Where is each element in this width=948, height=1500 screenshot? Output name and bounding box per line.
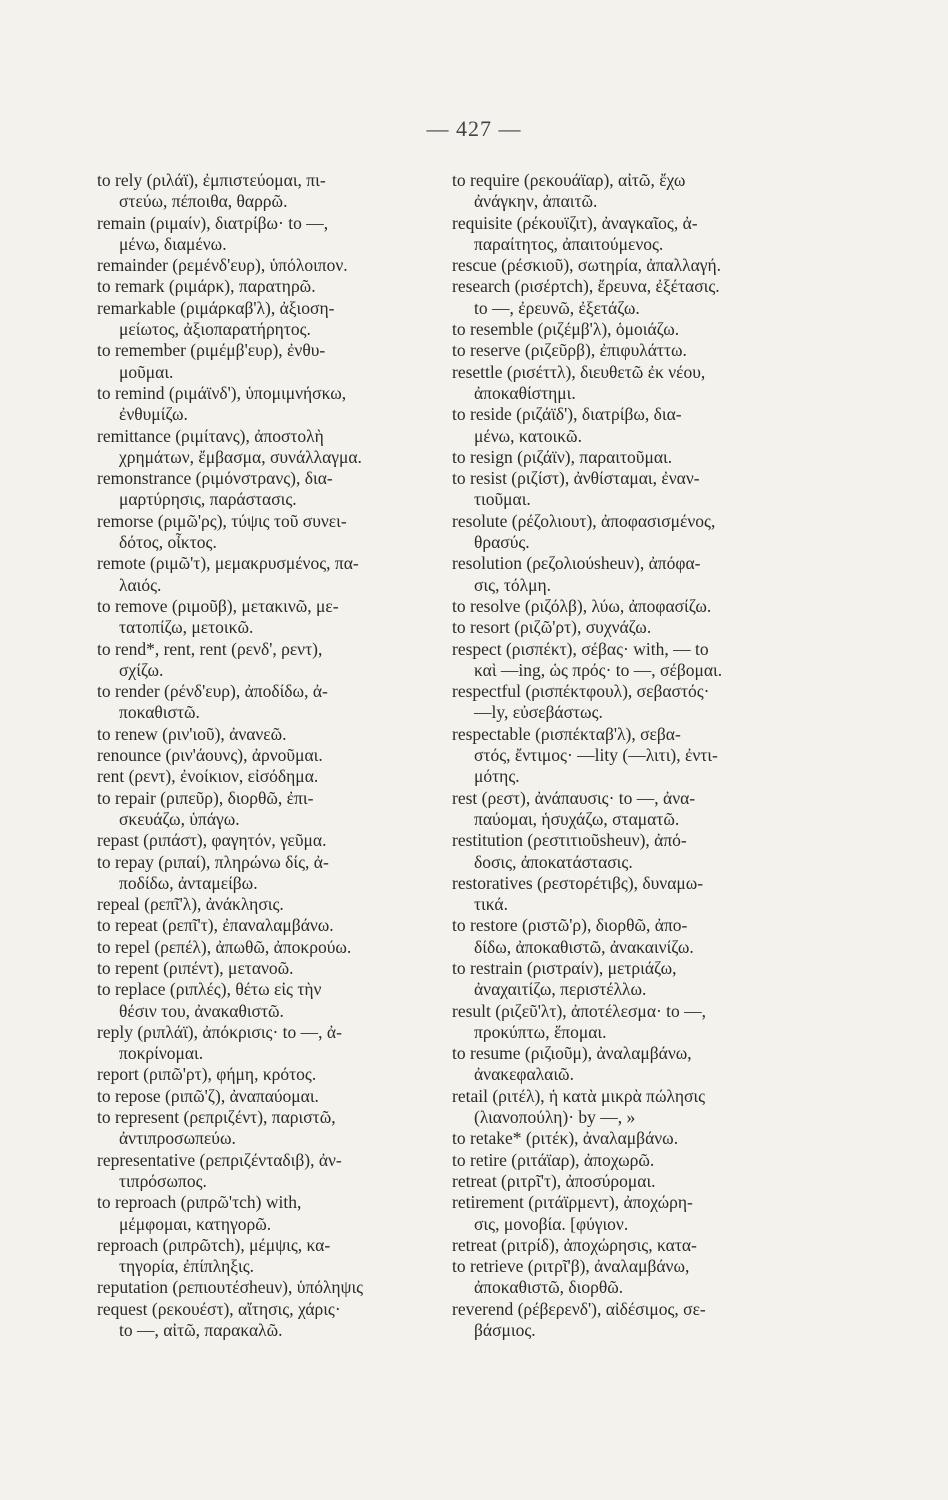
dictionary-entry [452,1171,797,1192]
entry-headline: to resemble (ριζέμβ'λ), ὁμοιάζω. [452,319,680,340]
dictionary-entry [452,639,797,682]
entry-continuation: στός, ἔντιμος· —lity (—λιτι), ἐντι- [474,745,718,766]
dictionary-entry [452,1256,797,1299]
entry-headline: representative (ρεπριζένταδιβ), ἀν- [97,1149,342,1170]
entry-continuation: τατοπίζω, μετοικῶ. [119,617,254,638]
entry-continuation: παραίτητος, ἀπαιτούμενος. [474,233,664,254]
right-column [452,170,797,1341]
left-column [97,170,442,1341]
dictionary-entry [452,830,797,873]
entry-headline: retreat (ριτρίδ), ἀποχώρησις, κατα- [452,1234,697,1255]
entry-continuation: μένω, κατοικῶ. [474,425,582,446]
dictionary-entry [97,511,442,554]
entry-continuation: σις, τόλμη. [474,574,551,595]
dictionary-entry [97,468,442,511]
entry-headline: to rely (ριλάϊ), ἐμπιστεύομαι, πι- [97,170,326,190]
entry-headline: rescue (ρέσκιοῦ), σωτηρία, ἀπαλλαγή. [452,255,721,276]
entry-continuation: θέσιν του, ἀνακαθιστῶ. [119,1000,284,1021]
dictionary-entry [452,617,797,638]
entry-continuation: προκύπτω, ἕπομαι. [474,1021,607,1042]
dictionary-entry [452,213,797,256]
entry-headline: to render (ρένδ'ευρ), ἀποδίδω, ἀ- [97,681,328,702]
entry-continuation: to —, αἰτῶ, παρακαλῶ. [119,1320,283,1341]
entry-continuation: μότης. [474,766,520,787]
entry-headline: result (ριζεῦ'λτ), ἀποτέλεσμα· to —, [452,1000,707,1021]
entry-headline: restoratives (ρεστορέτιβς), δυναμω- [452,872,704,893]
entry-headline: to renew (ριν'ιοῦ), ἀνανεῶ. [97,723,287,744]
entry-headline: to restore (ριστῶ'ρ), διορθῶ, ἀπο- [452,915,688,936]
entry-headline: to resist (ριζίστ), ἀνθίσταμαι, ἐναν- [452,468,700,489]
dictionary-entry [97,1022,442,1065]
entry-headline: retreat (ριτρῖ'τ), ἀποσύρομαι. [452,1170,656,1191]
dictionary-entry [97,915,442,936]
entry-headline: remittance (ριμίτανς), ἀποστολὴ [97,425,324,446]
entry-headline: to resume (ριζιοῦμ), ἀναλαμβάνω, [452,1043,692,1064]
dictionary-entry [452,468,797,511]
dictionary-entry [97,852,442,895]
dictionary-entry [452,255,797,276]
entry-headline: to represent (ρεπριζέντ), παριστῶ, [97,1107,336,1128]
entry-headline: to remind (ριμάϊνδ'), ὑπομιμνήσκω, [97,382,347,403]
entry-continuation: μαρτύρησις, παράστασις. [119,489,297,510]
entry-headline: remote (ριμῶ'τ), μεμακρυσμένος, πα- [97,553,359,574]
entry-headline: restitution (ρεστιτιοῦsheuν), ἀπό- [452,830,687,851]
dictionary-entry [97,1192,442,1235]
dictionary-entry [452,1192,797,1235]
entry-continuation: μέμφομαι, κατηγορῶ. [119,1213,272,1234]
entry-continuation: μείωτος, ἀξιοπαρατήρητος. [119,319,311,340]
dictionary-entry [452,1001,797,1044]
dictionary-entry [97,1235,442,1278]
entry-continuation: βάσμιος. [474,1320,536,1341]
entry-continuation: ἀποκαθίστημι. [474,382,576,403]
entry-headline: reputation (ρεπιουτέσheuν), ὑπόληψις [97,1277,364,1298]
dictionary-entry [97,766,442,787]
dictionary-entry [452,915,797,958]
entry-continuation: ἀποκαθιστῶ, διορθῶ. [474,1277,624,1298]
entry-headline: remorse (ριμῶ'ρς), τύψις τοῦ συνει- [97,510,347,531]
dictionary-entry [452,340,797,361]
entry-continuation: καὶ —ing, ὡς πρός· to —, σέβομαι. [474,659,723,680]
entry-headline: reverend (ρέβερενδ'), αἰδέσιμος, σε- [452,1298,706,1319]
entry-headline: resettle (ρισέττλ), διευθετῶ ἐκ νέου, [452,361,706,382]
entry-headline: to retire (ριτάϊαρ), ἀποχωρῶ. [452,1149,655,1170]
entry-headline: respectful (ρισπέκτφουλ), σεβαστός· [452,681,710,702]
entry-continuation: ἀνάγκην, ἀπαιτῶ. [474,191,598,212]
dictionary-entry [97,1299,442,1342]
entry-continuation: ἐνθυμίζω. [119,404,188,425]
entry-continuation: ποδίδω, ἀνταμείβω. [119,872,258,893]
dictionary-entry [452,596,797,617]
entry-headline: remarkable (ριμάρκαβ'λ), ἀξιοση- [97,297,335,318]
entry-headline: rent (ρεντ), ἐνοίκιον, εἰσόδημα. [97,766,319,787]
dictionary-entry [97,426,442,469]
dictionary-entry [97,745,442,766]
entry-continuation: μοῦμαι. [119,361,174,382]
dictionary-entry [452,1299,797,1342]
entry-headline: to repel (ρεπέλ), ἀπωθῶ, ἀποκρούω. [97,936,352,957]
dictionary-entry [97,255,442,276]
entry-headline: research (ρισέρτch), ἔρευνα, ἐξέτασις. [452,276,720,297]
entry-headline: to remove (ριμοῦβ), μετακινῶ, με- [97,595,339,616]
entry-headline: to resolve (ριζόλβ), λύω, ἀποφασίζω. [452,595,712,616]
entry-headline: to reside (ριζάϊδ'), διατρίβω, δια- [452,404,682,425]
dictionary-entry [97,681,442,724]
dictionary-entry [452,319,797,340]
dictionary-entry [452,1150,797,1171]
entry-headline: remain (ριμαίν), διατρίβω· to —, [97,212,329,233]
dictionary-entry [97,1150,442,1193]
dictionary-entry [452,447,797,468]
dictionary-entry [97,724,442,745]
entry-headline: repeal (ρεπῖ'λ), ἀνάκλησις. [97,894,284,915]
entry-headline: to remember (ριμέμβ'ευρ), ἐνθυ- [97,340,326,361]
dictionary-entry [97,1064,442,1085]
entry-headline: remainder (ρεμένδ'ευρ), ὑπόλοιπον. [97,255,348,276]
entry-headline: request (ρεκουέστ), αἴτησις, χάρις· [97,1298,341,1319]
entry-continuation: χρημάτων, ἔμβασμα, συνάλλαγμα. [119,446,362,467]
entry-headline: retirement (ριτάϊρμεντ), ἀποχώρη- [452,1192,693,1213]
page-number: — 427 — [426,116,522,141]
entry-headline: retail (ριτέλ), ἡ κατὰ μικρὰ πώλησις [452,1085,706,1106]
entry-continuation: ποκαθιστῶ. [119,702,200,723]
entry-continuation: ἀναχαιτίζω, περιστέλλω. [474,979,647,1000]
entry-headline: to replace (ριπλές), θέτω εἰς τὴν [97,979,322,1000]
entry-continuation: τηγορία, ἐπίπληξις. [119,1256,255,1277]
dictionary-entry [452,511,797,554]
dictionary-entry [452,958,797,1001]
entry-headline: to repose (ριπῶ'ζ), ἀναπαύομαι. [97,1085,319,1106]
entry-continuation: μένω, διαμένω. [119,233,227,254]
dictionary-entry [97,213,442,256]
entry-continuation: σκευάζω, ὑπάγω. [119,808,240,829]
dictionary-entry [97,340,442,383]
dictionary-entry [452,681,797,724]
entry-headline: to rend*, rent, rent (ρενδ', ρεντ), [97,638,323,659]
entry-continuation: τικά. [474,894,508,915]
dictionary-entry [452,362,797,405]
entry-continuation: σις, μονοβία. [φύγιον. [474,1213,629,1234]
dictionary-entry [97,1086,442,1107]
entry-headline: requisite (ρέκουϊζιτ), ἀναγκαῖος, ἀ- [452,212,698,233]
dictionary-entry [97,1277,442,1298]
entry-headline: to restrain (ριστραίν), μετριάζω, [452,957,677,978]
entry-headline: remonstrance (ριμόνστρανς), δια- [97,468,333,489]
entry-continuation: δότος, οἶκτος. [119,532,217,553]
entry-headline: to resign (ριζάϊν), παραιτοῦμαι. [452,446,673,467]
entry-headline: rest (ρεστ), ἀνάπαυσις· to —, ἀνα- [452,787,696,808]
dictionary-entry [452,1235,797,1256]
entry-continuation: σχίζω. [119,659,164,680]
entry-headline: to repair (ριπεῦρ), διορθῶ, ἐπι- [97,787,314,808]
entry-continuation: ποκρίνομαι. [119,1043,204,1064]
entry-continuation: παύομαι, ἡσυχάζω, σταματῶ. [474,808,680,829]
entry-headline: report (ριπῶ'ρτ), φήμη, κρότος. [97,1064,317,1085]
entry-headline: respect (ρισπέκτ), σέβας· with, — to [452,638,709,659]
entry-headline: resolution (ρεζολιούsheuν), ἀπόφα- [452,553,701,574]
dictionary-entry [452,170,797,213]
dictionary-entry [452,1086,797,1129]
entry-headline: to repay (ριπαί), πληρώνω δίς, ἀ- [97,851,329,872]
dictionary-entry [97,830,442,851]
entry-continuation: τιοῦμαι. [474,489,531,510]
entry-headline: to remark (ριμάρκ), παρατηρῶ. [97,276,316,297]
dictionary-entry [97,553,442,596]
dictionary-entry [452,724,797,788]
dictionary-entry [97,298,442,341]
entry-continuation: δίδω, ἀποκαθιστῶ, ἀνακαινίζω. [474,936,694,957]
entry-headline: to repeat (ρεπῖ'τ), ἐπαναλαμβάνω. [97,915,334,936]
dictionary-entry [97,276,442,297]
entry-continuation: λαιός. [119,574,162,595]
entry-headline: repast (ριπάστ), φαγητόν, γεῦμα. [97,830,327,851]
entry-headline: to resort (ριζῶ'ρτ), συχνάζω. [452,617,652,638]
dictionary-entry [97,639,442,682]
entry-headline: to retrieve (ριτρῖ'β), ἀναλαμβάνω, [452,1256,690,1277]
dictionary-entry [97,1107,442,1150]
dictionary-entry [452,873,797,916]
entry-continuation: ἀντιπροσωπεύω. [119,1128,236,1149]
entry-headline: to reproach (ριπρῶ'τch) with, [97,1192,302,1213]
dictionary-entry [97,894,442,915]
dictionary-entry [97,788,442,831]
dictionary-entry [452,276,797,319]
entry-headline: resolute (ρέζολιουτ), ἀποφασισμένος, [452,510,716,531]
dictionary-entry [97,937,442,958]
entry-continuation: θρασύς. [474,532,530,553]
dictionary-entry [452,404,797,447]
dictionary-entry [97,979,442,1022]
entry-headline: respectable (ρισπέκταβ'λ), σεβα- [452,723,681,744]
entry-headline: to require (ρεκουάϊαρ), αἰτῶ, ἔχω [452,170,686,190]
dictionary-entry [97,383,442,426]
entry-continuation: στεύω, πέποιθα, θαρρῶ. [119,191,288,212]
dictionary-entry [452,553,797,596]
dictionary-entry [97,170,442,213]
dictionary-entry [452,1128,797,1149]
entry-headline: renounce (ριν'άουνς), ἀρνοῦμαι. [97,745,323,766]
entry-continuation: to —, ἐρευνῶ, ἐξετάζω. [474,297,640,318]
entry-continuation: —ly, εὐσεβάστως. [474,702,603,723]
dictionary-entry [452,788,797,831]
entry-continuation: (λιανοπούλη)· by —, » [474,1107,636,1128]
dictionary-entry [452,1043,797,1086]
entry-headline: reply (ριπλάϊ), ἀπόκρισις· to —, ἀ- [97,1021,342,1042]
entry-headline: to retake* (ριτέκ), ἀναλαμβάνω. [452,1128,679,1149]
entry-headline: to reserve (ριζεῦρβ), ἐπιφυλάττω. [452,340,687,361]
entry-continuation: τιπρόσωπος. [119,1170,207,1191]
entry-headline: reproach (ριπρῶτch), μέμψις, κα- [97,1234,331,1255]
entry-headline: to repent (ριπέντ), μετανοῶ. [97,957,294,978]
entry-continuation: δοσις, ἀποκατάστασις. [474,851,633,872]
dictionary-entry [97,596,442,639]
dictionary-entry [97,958,442,979]
entry-continuation: ἀνακεφαλαιῶ. [474,1064,574,1085]
